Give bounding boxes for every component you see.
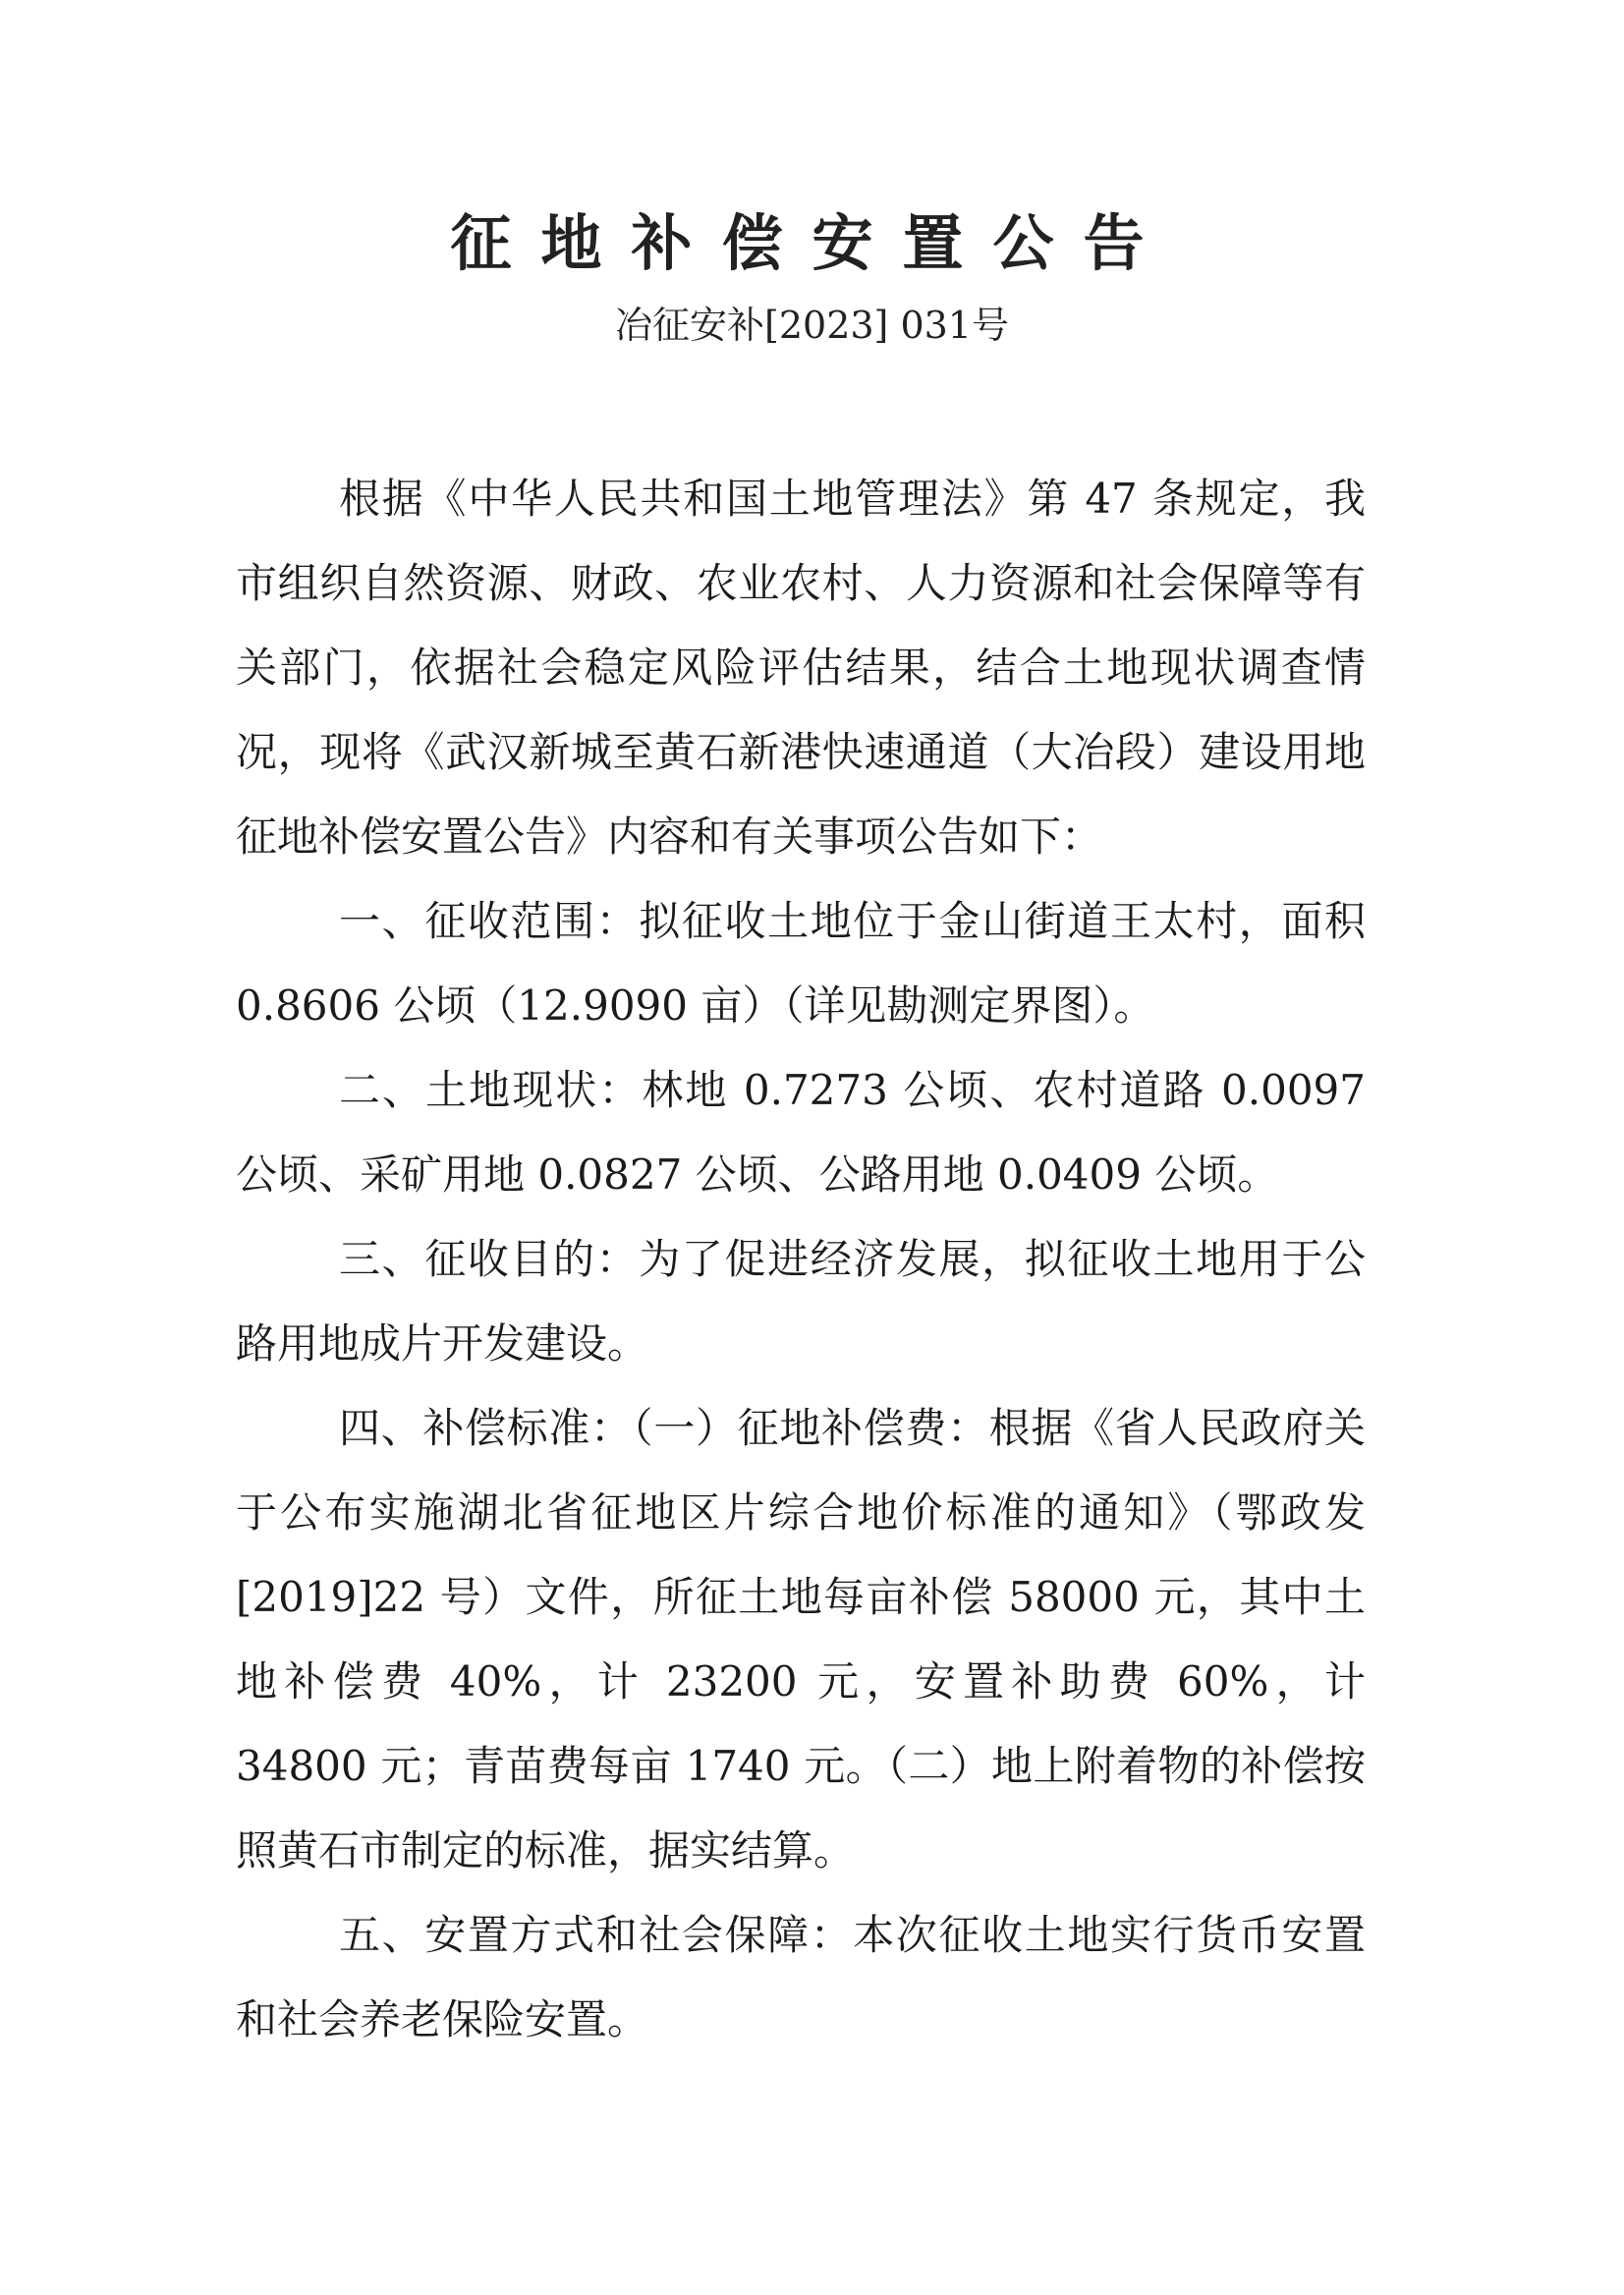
paragraph-resettlement: 五、安置方式和社会保障：本次征收土地实行货币安置和社会养老保险安置。: [236, 1911, 1366, 2043]
paragraph-land-status: 二、土地现状：林地 0.7273 公顷、农村道路 0.0097 公顷、采矿用地 0.0827 公顷、公路用地 0.0409 公顷。: [236, 1066, 1366, 1199]
document-body: [236, 457, 1366, 2062]
document-number: 冶征安补[2023] 031号: [615, 304, 1009, 347]
document-title: 征地补偿安置公告: [450, 207, 1174, 279]
paragraph-scope: 一、征收范围：拟征收土地位于金山街道王太村，面积0.8606 公顷（12.9090 亩）（详见勘测定界图）。: [236, 897, 1366, 1030]
paragraph-purpose: 三、征收目的：为了促进经济发展，拟征收土地用于公路用地成片开发建设。: [236, 1235, 1366, 1368]
paragraph-compensation: 四、补偿标准：（一）征地补偿费：根据《省人民政府关于公布实施湖北省征地区片综合地价标准的通知》（鄂政发[2019]22 号）文件，所征土地每亩补偿 58000 元，其中土地补偿费 40%，计 23200 元，安置补助费 60%，计 34800 元；青苗费每亩 1740 元。（二）地上附着物的补偿按照黄石市制定的标准，据实结算。: [236, 1404, 1366, 1875]
paragraph-intro: 根据《中华人民共和国土地管理法》第 47 条规定，我市组织自然资源、财政、农业农村、人力资源和社会保障等有关部门，依据社会稳定风险评估结果，结合土地现状调查情况，现将《武汉新城至黄石新港快速通道（大冶段）建设用地征地补偿安置公告》内容和有关事项公告如下：: [236, 475, 1366, 861]
